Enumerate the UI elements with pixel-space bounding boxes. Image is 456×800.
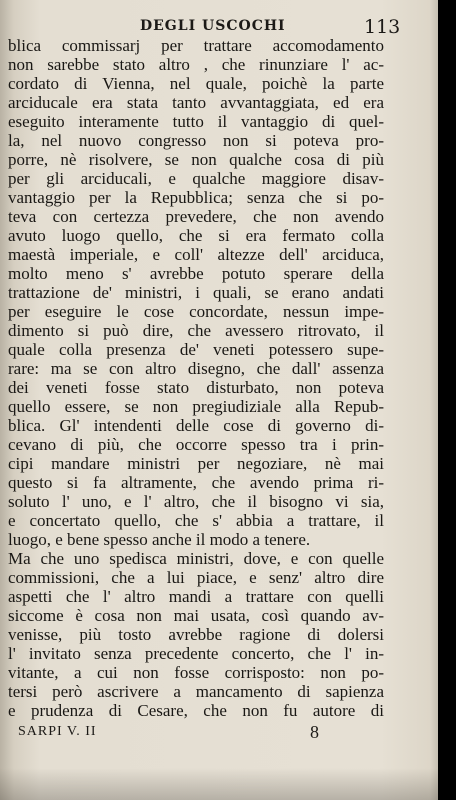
text-line: e prudenza di Cesare, che non fu autore di (8, 701, 384, 720)
running-head: DEGLI USCOCHI (140, 18, 286, 34)
text-line: tersi però ascrivere a mancamento di sapienza (8, 682, 384, 701)
text-line: cipi mandare ministri per negoziare, nè mai (8, 454, 384, 473)
page-footer (0, 722, 438, 752)
text-line: non sarebbe stato altro , che rinunziare l' ac- (8, 55, 384, 74)
signature-mark: SARPI V. II (18, 724, 97, 739)
text-line: questo si fa altramente, che avendo prima ri- (8, 473, 384, 492)
gathering-number: 8 (310, 722, 319, 742)
text-line: cordato di Vienna, nel quale, poichè la parte (8, 74, 384, 93)
text-line: luogo, e bene spesso anche il modo a tenere. (8, 530, 311, 549)
text-line: Ma che uno spedisca ministri, dove, e con quelle (8, 549, 384, 568)
text-line: venisse, più tosto avrebbe ragione di dolersi (8, 625, 384, 644)
text-line: trattazione de' ministri, i quali, se erano andati (8, 283, 384, 302)
text-line: dei veneti fosse stato disturbato, non poteva (8, 378, 384, 397)
text-line: vitante, a cui non fosse corrisposto: non po- (8, 663, 384, 682)
text-line: e concertato quello, che s' abbia a trattare, il (8, 511, 384, 530)
text-line: molto meno s' avrebbe potuto sperare della (8, 264, 384, 283)
text-line: blica. Gl' intendenti delle cose di governo di- (8, 416, 384, 435)
text-line: dimento si può dire, che avessero ritrovato, il (8, 321, 384, 340)
page-shadow (0, 768, 438, 800)
text-line: blica commissarj per trattare accomodamento (8, 36, 384, 55)
text-line: commissioni, che a lui piace, e senz' altro dire (8, 568, 384, 587)
text-line: l' invitato senza precedente concerto, che l' in- (8, 644, 384, 663)
text-line: quello essere, se non pregiudiziale alla Repub- (8, 397, 384, 416)
text-line: teva con certezza prevedere, che non avendo (8, 207, 384, 226)
text-line: cevano di più, che occorre spesso tra i prin- (8, 435, 384, 454)
text-line: soluto l' uno, e l' altro, che il bisogno vi sia, (8, 492, 384, 511)
text-line: per eseguire le cose concordate, nessun impe- (8, 302, 384, 321)
text-line: siccome è cosa non mai usata, così quando av- (8, 606, 384, 625)
text-line: quale colla presenza de' veneti potessero supe- (8, 340, 384, 359)
text-line: rare: ma se con altro disegno, che dall' assenza (8, 359, 384, 378)
text-line: porre, nè risolvere, se non qualche cosa di più (8, 150, 384, 169)
text-line: per gli arciducali, e qualche maggiore disav- (8, 169, 384, 188)
text-line: vantaggio per la Repubblica; senza che si po- (8, 188, 384, 207)
text-line: aspetti che l' altro mandi a trattare con quelli (8, 587, 384, 606)
text-line: la, nel nuovo congresso non si poteva pro- (8, 131, 384, 150)
page-number: 113 (364, 16, 401, 38)
text-line: avuto luogo quello, che si era fermato colla (8, 226, 384, 245)
text-line: maestà imperiale, e coll' altezze dell' arciduca, (8, 245, 384, 264)
text-line: eseguito interamente tutto il vantaggio di quel- (8, 112, 384, 131)
text-line: arciducale era stata tanto avvantaggiata, ed era (8, 93, 384, 112)
